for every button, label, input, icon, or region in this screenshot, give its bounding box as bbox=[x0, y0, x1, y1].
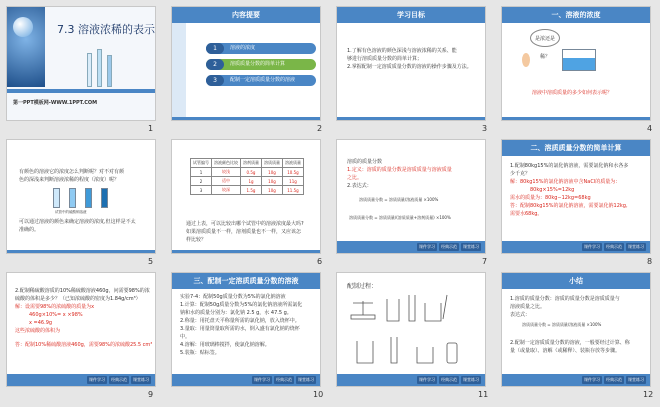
slide-header: 内容提要 bbox=[172, 7, 320, 23]
footer-bar bbox=[337, 374, 485, 386]
footer-bar bbox=[502, 241, 650, 253]
beaker-icon bbox=[387, 299, 399, 321]
slide-header: 一、溶液的浓度 bbox=[502, 7, 650, 23]
example-button[interactable]: 经典示范 bbox=[606, 377, 622, 382]
footer-buttons bbox=[417, 376, 481, 384]
table-row: 2 适中 1g 10g 11g bbox=[191, 177, 304, 186]
slide-number: 2 bbox=[317, 124, 323, 133]
slide-body: 溶质的质量分数 1.定义：溶质的质量分数是溶质质量与溶液质量 之比。 2.表达式： bbox=[347, 159, 452, 189]
data-table bbox=[190, 158, 304, 195]
balance-icon bbox=[351, 315, 375, 319]
toc-item-3[interactable]: 3 配制一定溶质质量分数的溶液 bbox=[206, 75, 316, 86]
learn-button[interactable]: 课件学习 bbox=[584, 377, 600, 382]
practice-button[interactable]: 课堂练习 bbox=[298, 377, 314, 382]
slide-thumb-5[interactable] bbox=[6, 139, 156, 254]
footer-line bbox=[7, 250, 155, 253]
slide-body: 实验7-4：配制50g质量分数为5%的氯化钠溶液 1.计算：配制50g质量分数为5%的氯化钠溶液所需氯化 钠和水的质量分别为：氯化钠 2.5 g，水 47.5 g。 2.称量：用托盘天平称量所需的氯化钠，放入烧杯中。 3.量取：用量筒量取所需的水，倒入盛有氯化钠的烧杯 中。 4.溶解：用玻璃棒搅拌，使氯化钠溶解。 5.装瓶：贴标签。 bbox=[180, 294, 303, 356]
practice-button[interactable]: 课堂练习 bbox=[463, 377, 479, 382]
learn-button[interactable]: 课件学习 bbox=[89, 377, 105, 382]
slide-body: 1.了解有色溶液的颜色深浅与溶液浓稀的关系、能 够进行溶质质量分数的简单计算； 2.掌握配制一定溶质质量分数的溶液的操作步骤及方法。 bbox=[347, 48, 472, 70]
slide-thumb-6[interactable] bbox=[171, 139, 321, 254]
beaker-icon bbox=[425, 303, 441, 321]
slide-number: 9 bbox=[148, 390, 154, 399]
slide-number: 6 bbox=[317, 257, 323, 266]
image-caption: 试管中的硫酸铜溶液 bbox=[55, 210, 87, 214]
footer-line bbox=[172, 250, 320, 253]
student-icon bbox=[522, 53, 530, 67]
footer-buttons bbox=[252, 376, 316, 384]
slide-number: 5 bbox=[148, 257, 154, 266]
example-button[interactable]: 经典示范 bbox=[276, 377, 292, 382]
table-row: 3 较深 1.5g 10g 11.5g bbox=[191, 186, 304, 195]
slide-body-2: 2.配制一定溶质质量分数的溶液，一般要经过计算、称 量（或量取）、溶解（或稀释）、装瓶存放等步骤。 bbox=[510, 340, 630, 354]
footer-buttons bbox=[417, 243, 481, 251]
slide-thumb-7[interactable] bbox=[336, 139, 486, 254]
example-button[interactable]: 经典示范 bbox=[441, 377, 457, 382]
slide-body: 1.溶质的质量分数：溶质的质量分数是溶质质量与 溶液质量之比。 表达式： bbox=[510, 296, 620, 318]
practice-button[interactable]: 课堂练习 bbox=[463, 244, 479, 249]
practice-button[interactable]: 课堂练习 bbox=[628, 377, 644, 382]
slide-thumb-4[interactable] bbox=[501, 6, 651, 121]
footer-buttons bbox=[582, 376, 646, 384]
reagent-bottle-icon bbox=[447, 343, 457, 363]
slide-thumb-8[interactable] bbox=[501, 139, 651, 254]
beaker-icon bbox=[417, 347, 433, 363]
divider bbox=[7, 89, 155, 93]
slide-title: 配制过程： bbox=[347, 283, 378, 290]
glass-rod-icon bbox=[443, 295, 447, 319]
toc-item-1[interactable]: 1 溶液的浓度 bbox=[206, 43, 316, 54]
slide-thumb-1[interactable] bbox=[6, 6, 156, 121]
slide-subtitle: 第一PPT模板网-WWW.1PPT.COM bbox=[13, 100, 98, 106]
example-button[interactable]: 经典示范 bbox=[441, 244, 457, 249]
slide-number: 8 bbox=[647, 257, 653, 266]
slide-number: 4 bbox=[647, 124, 653, 133]
slide-thumb-10[interactable] bbox=[171, 272, 321, 387]
slide-thumb-3[interactable] bbox=[336, 6, 486, 121]
slide-body: 通过上表，可以比较出哪个试管中的溶液浓度最大吗? 如果溶质质量不一样，溶剂质量也不一样，又应该怎 样比较？ bbox=[186, 221, 304, 243]
slide-title: 7.3 溶液浓稀的表示 bbox=[57, 23, 155, 36]
slide-number: 12 bbox=[643, 390, 654, 399]
practice-button[interactable]: 课堂练习 bbox=[628, 244, 644, 249]
thought-bubble: 是浓还是稀？ bbox=[530, 29, 560, 47]
slide-header: 学习目标 bbox=[337, 7, 485, 23]
formula-2: 溶质质量分数 = 溶质质量/(溶质质量+溶剂质量) ×100% bbox=[349, 215, 451, 220]
slide-thumb-2[interactable] bbox=[171, 6, 321, 121]
learn-button[interactable]: 课件学习 bbox=[254, 377, 270, 382]
cylinder-icon bbox=[391, 337, 397, 363]
slide-body: 有颜色的溶液它的浓度怎么判断呢？对不对有颜 色的深浅来判断溶液浓稀的程度（浓度）呢？ bbox=[19, 169, 125, 183]
slide-header: 二、溶质质量分数的简单计算 bbox=[502, 140, 650, 156]
footer-bar bbox=[337, 241, 485, 253]
learn-button[interactable]: 课件学习 bbox=[584, 244, 600, 249]
practice-button[interactable]: 课堂练习 bbox=[133, 377, 149, 382]
example-button[interactable]: 经典示范 bbox=[111, 377, 127, 382]
learn-button[interactable]: 课件学习 bbox=[419, 244, 435, 249]
toc-item-2[interactable]: 2 溶质质量分数的简单计算 bbox=[206, 59, 316, 70]
footer-line bbox=[172, 117, 320, 120]
slide-number: 10 bbox=[313, 390, 324, 399]
slide-body-2: 可以通过溶液的颜色来确定溶液的浓度,但这样是不太 准确的。 bbox=[19, 219, 136, 233]
footer-bar bbox=[7, 374, 155, 386]
beaker-icon bbox=[562, 49, 596, 71]
flask-icon bbox=[13, 17, 33, 37]
question-text: 溶液中溶质质量的多少如何表示呢？ bbox=[532, 90, 613, 96]
slide-number: 1 bbox=[148, 124, 154, 133]
formula-1: 溶质质量分数 = 溶质质量/溶液质量 ×100% bbox=[359, 197, 439, 202]
slide-number: 3 bbox=[482, 124, 488, 133]
slide-number: 11 bbox=[478, 390, 489, 399]
slide-header: 三、配制一定溶质质量分数的溶液 bbox=[172, 273, 320, 289]
formula: 溶质质量分数 = 溶质质量/溶液质量 ×100% bbox=[522, 322, 602, 327]
slide-body: 1.配制80kg15%的氯化钠溶液，需要氯化钠和水各多 少千克？ 解：80kg15%的氯化钠溶液中含NaCl的质量为： 80kg×15%=12kg 需水的质量为：80kg−12kg=68kg 答：配制80kg15%的氯化钠溶液，需要氯化钠12kg, 需要水68kg。 bbox=[510, 163, 629, 217]
footer-bar bbox=[172, 374, 320, 386]
table-row: 1 较浅 0.5g 10g 10.5g bbox=[191, 168, 304, 177]
cylinder-icon bbox=[409, 295, 415, 321]
test-tubes-image bbox=[77, 43, 137, 93]
lab-apparatus-diagram bbox=[347, 291, 477, 371]
slide-thumb-11[interactable] bbox=[336, 272, 486, 387]
footer-buttons bbox=[87, 376, 151, 384]
learn-button[interactable]: 课件学习 bbox=[419, 377, 435, 382]
slide-header: 小结 bbox=[502, 273, 650, 289]
test-tubes-image bbox=[47, 188, 111, 208]
footer-line bbox=[337, 117, 485, 120]
slide-number: 7 bbox=[482, 257, 488, 266]
footer-line bbox=[502, 117, 650, 120]
slide-thumb-12[interactable] bbox=[501, 272, 651, 387]
example-button[interactable]: 经典示范 bbox=[606, 244, 622, 249]
side-stripe bbox=[172, 23, 186, 121]
slide-thumb-9[interactable] bbox=[6, 272, 156, 387]
footer-buttons bbox=[582, 243, 646, 251]
footer-bar bbox=[502, 374, 650, 386]
table-header-row: 试管编号 溶液颜色比较 溶剂质量 溶质质量 溶液质量 bbox=[191, 159, 304, 168]
beaker-icon bbox=[357, 341, 373, 363]
slide-body: 2.配制稀硫酸溶质的10%稀硫酸溶液460g，问需要98%的浓 硫酸的体积是多少？（已知浓硫酸的密度为1.84g/cm³） 解：设需要98%的浓硫酸的质量为x 460g×10%= x ×98% x =46.9g 这些浓硫酸的体积为 答：配制10%稀硫酸溶液460g，需要98%的浓硫酸25.5 cm³ bbox=[15, 288, 153, 348]
